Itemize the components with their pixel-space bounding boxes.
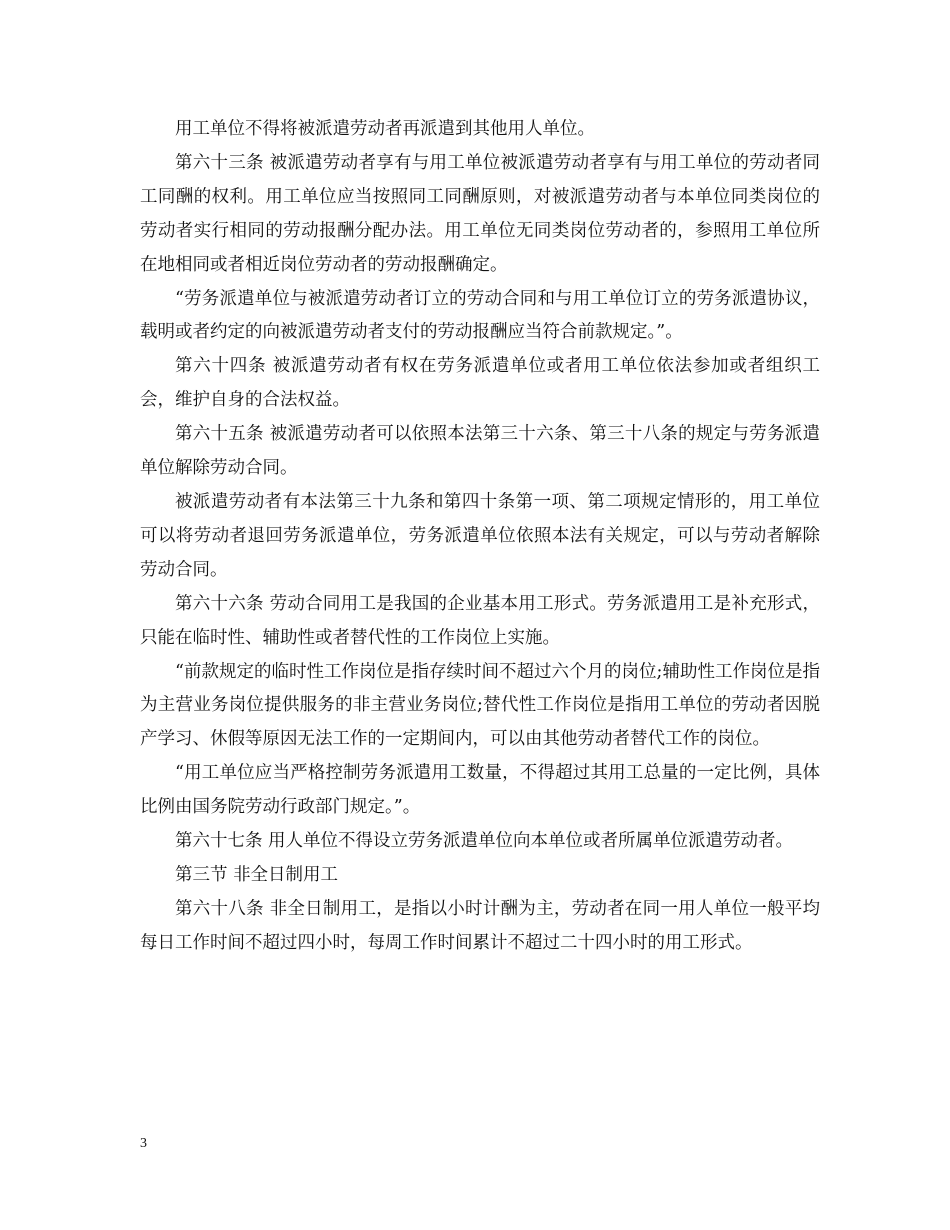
- paragraph: “前款规定的临时性工作岗位是指存续时间不超过六个月的岗位;辅助性工作岗位是指为主营业务岗位提供服务的非主营业务岗位;替代性工作岗位是指用工单位的劳动者因脱产学习、休假等原因无法工作的一定期间内，可以由其他劳动者替代工作的岗位。: [140, 661, 820, 750]
- section-heading: 第三节 非全日制用工: [175, 864, 339, 885]
- paragraph: 第六十四条 被派遣劳动者有权在劳务派遣单位或者用工单位依法参加或者组织工会，维护自身的合法权益。: [140, 356, 820, 411]
- paragraph: 第六十三条 被派遣劳动者享有与用工单位被派遣劳动者享有与用工单位的劳动者同工同酬的权利。用工单位应当按照同工同酬原则，对被派遣劳动者与本单位同类岗位的劳动者实行相同的劳动报酬分配办法。用工单位无同类岗位劳动者的，参照用工单位所在地相同或者相近岗位劳动者的劳动报酬确定。: [140, 152, 820, 275]
- paragraph: 第六十八条 非全日制用工，是指以小时计酬为主，劳动者在同一用人单位一般平均每日工作时间不超过四小时，每周工作时间累计不超过二十四小时的用工形式。: [140, 898, 820, 953]
- page-number: 3: [140, 1136, 147, 1151]
- paragraph: 用工单位不得将被派遣劳动者再派遣到其他用人单位。: [175, 119, 595, 139]
- paragraph: 第六十六条 劳动合同用工是我国的企业基本用工形式。劳务派遣用工是补充形式，只能在临时性、辅助性或者替代性的工作岗位上实施。: [140, 593, 820, 648]
- paragraph: “劳务派遣单位与被派遣劳动者订立的劳动合同和与用工单位订立的劳务派遣协议，载明或者约定的向被派遣劳动者支付的劳动报酬应当符合前款规定。”。: [140, 288, 820, 343]
- paragraph: 被派遣劳动者有本法第三十九条和第四十条第一项、第二项规定情形的，用工单位可以将劳动者退回劳务派遣单位，劳务派遣单位依照本法有关规定，可以与劳动者解除劳动合同。: [140, 491, 820, 580]
- document-body: [140, 113, 820, 961]
- paragraph: 第六十五条 被派遣劳动者可以依照本法第三十六条、第三十八条的规定与劳务派遣单位解除劳动合同。: [140, 424, 820, 479]
- paragraph: 第六十七条 用人单位不得设立劳务派遣单位向本单位或者所属单位派遣劳动者。: [175, 831, 794, 852]
- paragraph: “用工单位应当严格控制劳务派遣用工数量，不得超过其用工总量的一定比例，具体比例由国务院劳动行政部门规定。”。: [140, 763, 820, 818]
